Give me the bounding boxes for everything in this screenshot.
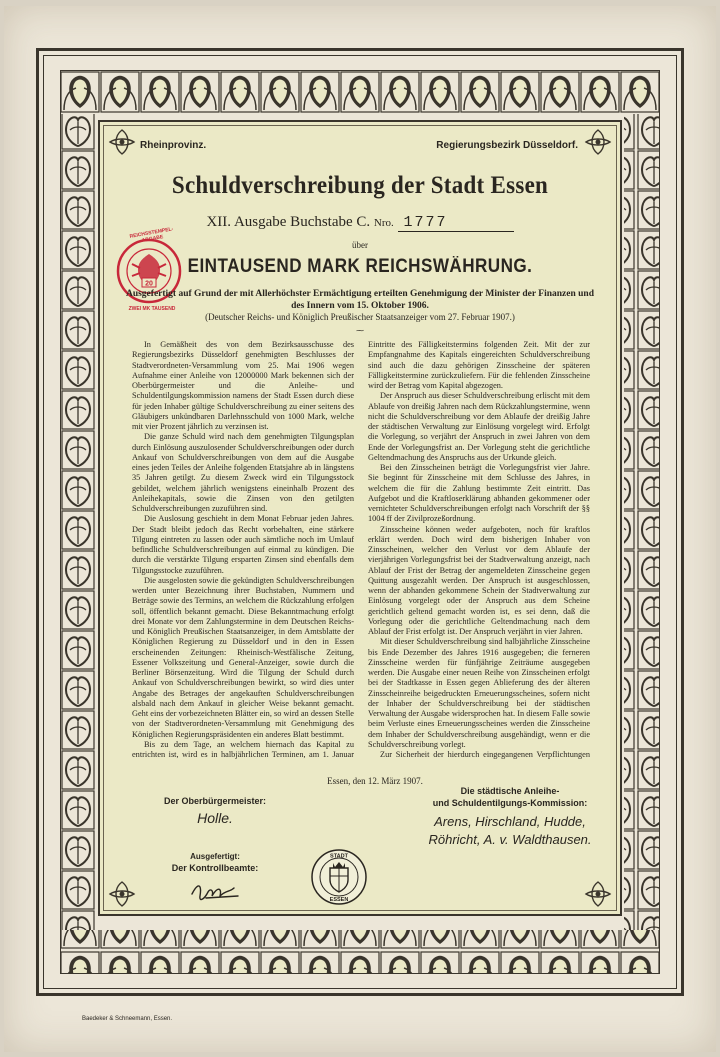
- district-label: Regierungsbezirk Düsseldorf.: [436, 140, 578, 151]
- right-column-text: [368, 340, 590, 760]
- paragraph: Bei den Zinsscheinen beträgt die Vorlegungsfrist vier Jahre. Sie beginnt für Zinsscheine mit dem Schlusse des Jahres, in welchem die für die Zahlung bestimmte Zeit eintritt. Das Aufgebot und die Kraftloserklärung abhanden gekommener oder vernichteter Schuldverschreibungen erfolgt nach Vorschrift der §§ 1004 ff der Zivilprozeßordnung.: [368, 463, 590, 524]
- seal-text: REICHSSTEMPEL-ABGABE: [129, 226, 174, 244]
- gazette-reference: (Deutscher Reichs- und Königlich Preußischer Staatsanzeiger vom 27. Februar 1907.): [205, 312, 515, 322]
- authorization-text: Ausgefertigt auf Grund der mit Allerhöchster Ermächtigung erteilten Genehmigung der Minister der Finanzen und des Innern vom 15. Oktober 1906.: [125, 289, 595, 311]
- province-label: Rheinprovinz.: [140, 140, 207, 151]
- corner-flourish-icon: [584, 880, 612, 908]
- commission-label: Die städtische Anleihe-: [460, 786, 560, 796]
- issue-no-label: Nro.: [373, 217, 394, 229]
- city-seal-icon: [310, 848, 368, 906]
- paragraph: In Gemäßheit des von dem Bezirksausschusse des Regierungsbezirks Düsseldorf genehmigten Beschlusses der Stadtverordneten-Versammlung vom 25. Mai 1906 wegen Aufnahme einer Anleihe von 12000000 Mark bekennen sich der Oberbürgermeister und die Anleihe- und Schuldentilgungskommission namens der Stadt Essen durch diese für jeden Inhaber gültige Schuldverschreibung zu einer seitens des Gläubigers unkündbaren Darlehnsschuld von 1000 Mark, welche mit vier Prozent jährlich zu verzinsen ist.: [132, 340, 354, 431]
- date-line: Essen, den 12. März 1907.: [327, 776, 423, 786]
- corner-flourish-icon: [108, 128, 136, 156]
- mayor-signature: Holle.: [197, 810, 233, 826]
- commission-signatures-2: Röhricht, A. v. Waldthausen.: [428, 832, 592, 847]
- seal-bottom-text: ESSEN: [329, 897, 349, 903]
- paragraph: Bis zu dem Tage, an welchem hiernach das Kapital zu entrichten ist, wird es in halbjährlichen Terminen, am 1. Januar: [132, 739, 354, 759]
- ueber-label: über: [352, 240, 368, 250]
- corner-flourish-icon: [584, 128, 612, 156]
- amount-text: EINTAUSEND MARK REICHSWÄHRUNG.: [187, 256, 533, 277]
- paragraph: Mit dieser Schuldverschreibung sind halbjährliche Zinsscheine bis Ende Dezember des Jahres 1916 ausgegeben; die ferneren Zinsscheine werden für fünfjährige Zeiträume ausgegeben werden. Die Ausgabe einer neuen Reihe von Zinsscheinen erfolgt bei der Stadtkasse in Essen gegen Ablieferung des der älteren Zinsscheinreihe beigedruckten Erneuerungsscheines, sofern nicht der Inhaber der Schuldverschreibung bei der städtischen Verwaltung der Ausgabe widersprochen hat. In diesem Falle sowie beim Verluste eines Erneuerungsscheines werden die Zinsscheine dem Inhaber der Schuldverschreibung ausgehändigt, wenn er die Schuldverschreibung vorlegt.: [368, 637, 590, 749]
- seal-top-text: STADT: [330, 853, 348, 860]
- controller-label: Der Kontrollbeamte:: [171, 863, 259, 873]
- paragraph: Eintritte des Fälligkeitstermins folgenden Zeit. Mit der zur Empfangnahme des Kapitals eingereichten Schuldverschreibung sind auch die dazu gehörigen Zinsscheine der späteren Fälligkeitstermine zurückzuliefern. Für die fehlenden Zinsscheine wird der Betrag vom Kapital abgezogen.: [368, 340, 590, 390]
- paragraph: Die Auslosung geschieht in dem Monat Februar jeden Jahres. Der Stadt bleibt jedoch das Recht vorbehalten, eine stärkere Tilgung eintreten zu lassen oder auch sämtliche noch im Umlauf befindliche Schuldverschreibungen auf einmal zu kündigen. Die durch die verstärkte Tilgung ersparten Zinsen sind ebenfalls dem Tilgungsstocke zuzuführen.: [132, 514, 354, 575]
- seal-number: 20: [145, 280, 153, 288]
- left-column-text: [132, 340, 354, 760]
- controller-signature: [188, 876, 244, 906]
- issue-prefix: XII. Ausgabe Buchstabe C.: [206, 214, 371, 230]
- commission-label-2: und Schuldentilgungs-Kommission:: [432, 798, 588, 808]
- issued-label: Ausgefertigt:: [190, 852, 240, 861]
- paragraph: Zinsscheine können weder aufgeboten, noch für kraftlos erklärt werden. Doch wird dem bisherigen Inhaber von Zinsscheinen, welcher den Verlust vor dem Ablaufe der vierjährigen Vorlegungsfrist bei der Stadtverwaltung anzeigt, nach Ablauf der Frist der Betrag der angemeldeten Zinsscheine gegen Quittung ausgezahlt werden. Der Anspruch ist ausgeschlossen, wenn der abhanden gekommene Schein der Stadtverwaltung zur Einlösung vorgelegt oder der Anspruch aus dem Scheine gerichtlich geltend gemacht worden ist, es sei denn, daß die Vorlegung oder die gerichtliche Geltendmachung nach dem Ablauf der Frist erfolgt ist. Der Anspruch verjährt in vier Jahren.: [368, 524, 590, 636]
- paragraph: Die ganze Schuld wird nach dem genehmigten Tilgungsplan durch Einlösung auszulosender Schuldverschreibungen oder durch Ankauf von Schuldverschreibungen von dem auf die Ausgabe eines jeden Teiles der Anleihe folgenden Etatsjahre ab in längstens 35 Jahren getilgt. Zu diesem Zweck wird ein Tilgungsstock gebildet, welchem jährlich wenigstens eineinhalb Prozent des Anleihekapitals, sowie die Zinsen von den getilgten Schuldverschreibungen zuzuführen sind.: [132, 432, 354, 513]
- serial-number: 1777: [398, 214, 514, 232]
- corner-flourish-icon: [108, 880, 136, 908]
- paragraph: Die ausgelosten sowie die gekündigten Schuldverschreibungen werden unter Bezeichnung ihrer Buchstaben, Nummern und Beträge sowie des Termins, an welchem die Rückzahlung erfolgen soll, öffentlich bekannt gemacht. Diese Bekanntmachung erfolgt drei Monate vor dem Zahlungstermine in dem Deutschen Reichs- und Königlich Preußischen Staatsanzeiger, in dem Amtsblatte der Königlichen Regierung zu Düsseldorf und in den in Essen erscheinenden Zeitungen: Rheinisch-Westfälische Zeitung, Essener Volkszeitung und General-Anzeiger, sowie durch die Berliner Börsenzeitung. Wird die Tilgung der Schuld durch Ankauf von Schuldverschreibungen bewirkt, so wird dies unter Angabe des Betrages der angekauften Schuldverschreibungen alsbald nach dem Ankauf in gleicher Weise bekannt gemacht. Geht eins der vorbezeichneten Blätter ein, so wird an dessen Stelle von der Stadtverordneten-Versammlung mit Genehmigung des Königlichen Regierungspräsidenten ein anderes Blatt bestimmt.: [132, 575, 354, 739]
- mayor-label: Der Oberbürgermeister:: [163, 796, 267, 806]
- divider-ornament: ⁓: [356, 326, 364, 335]
- commission-signatures: Arens, Hirschland, Hudde,: [434, 814, 586, 829]
- document-title: Schuldverschreibung der Stadt Essen: [171, 172, 549, 199]
- paragraph: Der Anspruch aus dieser Schuldverschreibung erlischt mit dem Ablaufe von dreißig Jahren nach dem Rückzahlungstermine, wenn nicht die Schuldverschreibung vor dem Ablaufe der dreißig Jahre der städtischen Verwaltung zur Einlösung vorgelegt wird. Erfolgt die Vorlegung, so verjährt der Anspruch in zwei Jahren von dem Ende der Vorlegungsfrist an. Der Vorlegung steht die gerichtliche Geltendmachung des Anspruchs aus der Urkunde gleich.: [368, 391, 590, 462]
- paragraph: Zur Sicherheit der hierdurch eingegangenen Verpflichtungen: [380, 750, 590, 759]
- printer-imprint: Baedeker & Schneemann, Essen.: [82, 1016, 173, 1022]
- seal-value: ZWEI MK TAUSEND: [128, 306, 176, 312]
